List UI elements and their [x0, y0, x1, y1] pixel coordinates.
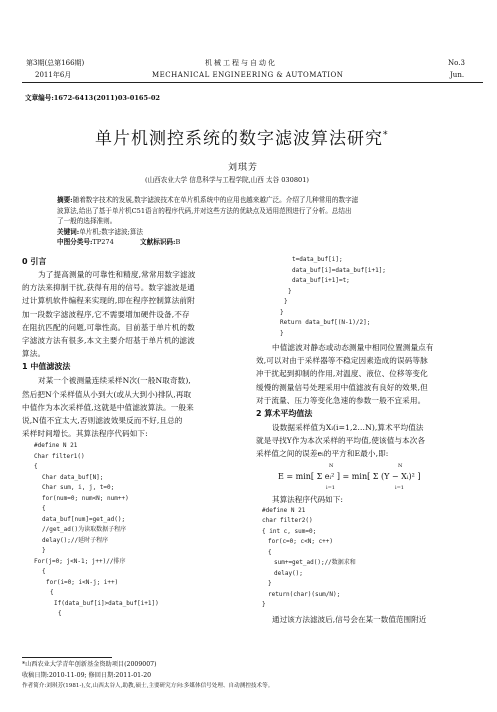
code-line: { [34, 463, 38, 471]
code-line: } [288, 287, 292, 295]
text-line: 就是寻找Y作为本次采样的平均值,使该值与本次各 [256, 436, 426, 446]
code-line: data_buf[num]=get_ad(); [42, 515, 126, 523]
code-line: sum+=get_ad();//数据求和 [274, 559, 356, 567]
journal-name-cn: 机械工程与自动化 [205, 59, 277, 67]
text-line: 为了提高测量的可靠性和精度,常常用数字滤波 [38, 270, 196, 279]
abstract-line: 波算法,给出了基于单片机C51语言的程序代码,并对这些方法的优缺点及适用范围进行了分析。总结出 [57, 206, 352, 215]
text-line: 中值滤波对静态或动态测量中相同位置测量点有 [272, 343, 434, 352]
text-line: 效,可以对由于采样器等不稳定因素造成的误码等脉 [256, 356, 428, 366]
text-line: 设数据采样值为Xᵢ(i=1,2…N),算术平均值法 [272, 423, 424, 433]
abstract [57, 195, 358, 248]
text-line: 说,N值不宜太大,否则滤波效果反而不好,且总的 [22, 416, 183, 426]
code-line: Char data_buf[N]; [42, 473, 104, 481]
code-line: { [268, 548, 272, 556]
equation [256, 463, 484, 493]
abstract-line: 随着数字技术的发展,数字滤波技术在单片机系统中的应用也越来越广泛。介绍了几种常用的数字滤 [72, 196, 359, 204]
code-line: { [42, 505, 46, 513]
code-line: { [42, 568, 46, 576]
section-heading-median: 1 中值滤波法 [22, 362, 71, 372]
code-line: } [262, 601, 266, 609]
code-line: char filter2() [262, 517, 313, 525]
code-line: delay(); [274, 569, 303, 577]
code-line: } [42, 547, 46, 555]
closing-line: 通过该方法滤波后,信号会在某一数值范围附近 [272, 614, 427, 624]
code-line: { [50, 589, 54, 597]
abstract-line: 了一般的选择准则。 [57, 217, 117, 225]
right-column [256, 255, 484, 626]
paper-title-text: 单片机测控系统的数字滤波算法研究 [95, 129, 383, 149]
code-line: data_buf[i]=data_buf[i+1]; [292, 266, 386, 274]
footnote-author-info: 作者简介:刘琪芳(1981-),女,山西太谷人,助教,硕士,主要研究方向:多媒体信号处理、自动测控技术等。 [22, 683, 274, 689]
text-line: 过计算机软件编程来实现的,即在程序控制算法前附 [22, 296, 195, 306]
text-line: 在阻抗匹配的问题,可靠性高。目前基于单片机的数 [22, 322, 195, 332]
code-line: Char sum, i, j, t=0; [42, 484, 115, 492]
text-line: 的方法来抑制干扰,获得有用的信号。数字滤波是通 [22, 283, 195, 293]
clc-label: 中图分类号: [57, 238, 93, 246]
code-line: for(c=0; c<N; c++) [268, 538, 334, 546]
code-line: t=data_buf[i]; [292, 256, 343, 263]
code-line: //get_ad()为读取数据子程序 [42, 526, 127, 534]
code-line: for(num=0; num<N; num++) [42, 494, 129, 502]
equation-sum-upper: N [329, 462, 334, 469]
footnote [22, 660, 273, 692]
text-line: 加一段数字滤波程序,它不需要增加硬件设备,不存 [22, 309, 190, 319]
footnote-fund: *山西农业大学青年创新基金资助项目(2009007) [22, 661, 157, 668]
code-line: Return data_buf[(N-1)/2]; [280, 319, 371, 326]
code-line: } [268, 580, 272, 588]
code-intro: 其算法程序代码如下: [272, 494, 343, 504]
issue-no: No.3 [448, 59, 465, 67]
code-line: } [284, 298, 288, 305]
doc-code-label: 文献标识码: [140, 238, 176, 246]
abstract-label: 摘要: [57, 196, 73, 204]
text-line: 对某一个被测量连续采样N次(一般N取奇数), [38, 376, 191, 386]
equation-sum-lower: i=1 [395, 484, 404, 491]
code-line: } [280, 308, 284, 316]
keywords: 单片机;数字滤波;算法 [79, 227, 144, 236]
code-listing-mean [256, 506, 484, 611]
author-affiliation: (山西农业大学 信息科学与工程学院,山西 太谷 030801) [145, 176, 309, 184]
equation-sum-lower: i=1 [326, 484, 335, 491]
doc-code-value: B [175, 238, 181, 246]
code-line: Char filter1() [34, 452, 85, 460]
equation-text: E = min[ Σ eᵢ² ] = min[ Σ (Y − Xᵢ)² ] [278, 471, 421, 481]
text-line: 采样时间增长。其算法程序代码如下: [22, 429, 148, 439]
code-line: return(char)(sum/N); [268, 590, 341, 598]
median-summary-paragraph [256, 341, 484, 407]
clc-value: TP274 [92, 238, 114, 246]
code-line: #define N 21 [262, 506, 306, 514]
code-line: for(i=0; i<N-j; i++) [46, 578, 119, 586]
text-line: 中值作为本次采样值,这就是中值滤波算法。一般来 [22, 402, 194, 412]
code-listing-median-continued [256, 255, 484, 339]
footnote-rule [22, 657, 112, 658]
keywords-label: 关键词: [57, 227, 80, 236]
mean-paragraph [256, 421, 484, 461]
text-line: 缓慢的测量信号处理采用中值滤波有良好的效果,但 [256, 382, 428, 392]
code-line: { int c, sum=0; [262, 527, 317, 535]
title-footnote-mark: * [383, 130, 389, 141]
paper-title [95, 124, 389, 149]
text-line: 然后把N个采样值从小到大(或从大到小)排队,再取 [22, 389, 192, 399]
text-line: 字滤波方法有很多,本文主要介绍基于单片机的滤波 [22, 336, 195, 346]
issue-date: 2011年6月 [35, 71, 72, 79]
code-line: data_buf[i+1]=t; [292, 277, 350, 284]
intro-paragraph [22, 268, 240, 360]
issue-label: 第3期(总第166期) [26, 59, 85, 67]
issue-month: Jun. [450, 71, 465, 79]
left-column [22, 255, 240, 620]
code-line: { [58, 610, 62, 618]
text-line: 对于流量、压力等变化急速的参数一般不宜采用。 [256, 395, 426, 405]
code-line: } [280, 329, 284, 337]
text-line: 算法。 [22, 349, 46, 359]
footnote-dates: 收稿日期:2010-11-09; 修回日期:2011-01-20 [22, 671, 152, 679]
median-paragraph [22, 374, 240, 440]
code-line: For(j=0; j<N-1; j++)//排序 [34, 557, 126, 565]
text-line: 采样值之间的误差eᵢ的平方和E最小,即: [256, 449, 389, 459]
header-rule [22, 82, 483, 83]
code-line: #define N 21 [34, 442, 78, 450]
section-heading-intro: 0 引言 [22, 257, 47, 266]
code-line: delay();//延时子程序 [42, 536, 109, 544]
code-line: If(data_buf[i]>data_buf[i+1]) [54, 599, 159, 607]
code-listing-median [22, 441, 240, 620]
article-number: 文章编号:1672-6413(2011)03-0165-02 [25, 94, 161, 102]
text-line: 冲干扰起到抑制的作用,对温度、液位、位移等变化 [256, 369, 428, 379]
section-heading-mean: 2 算术平均值法 [256, 409, 313, 419]
author-name: 刘琪芳 [228, 163, 259, 173]
journal-name-en: MECHANICAL ENGINEERING & AUTOMATION [152, 71, 344, 79]
equation-sum-upper: N [398, 462, 403, 469]
